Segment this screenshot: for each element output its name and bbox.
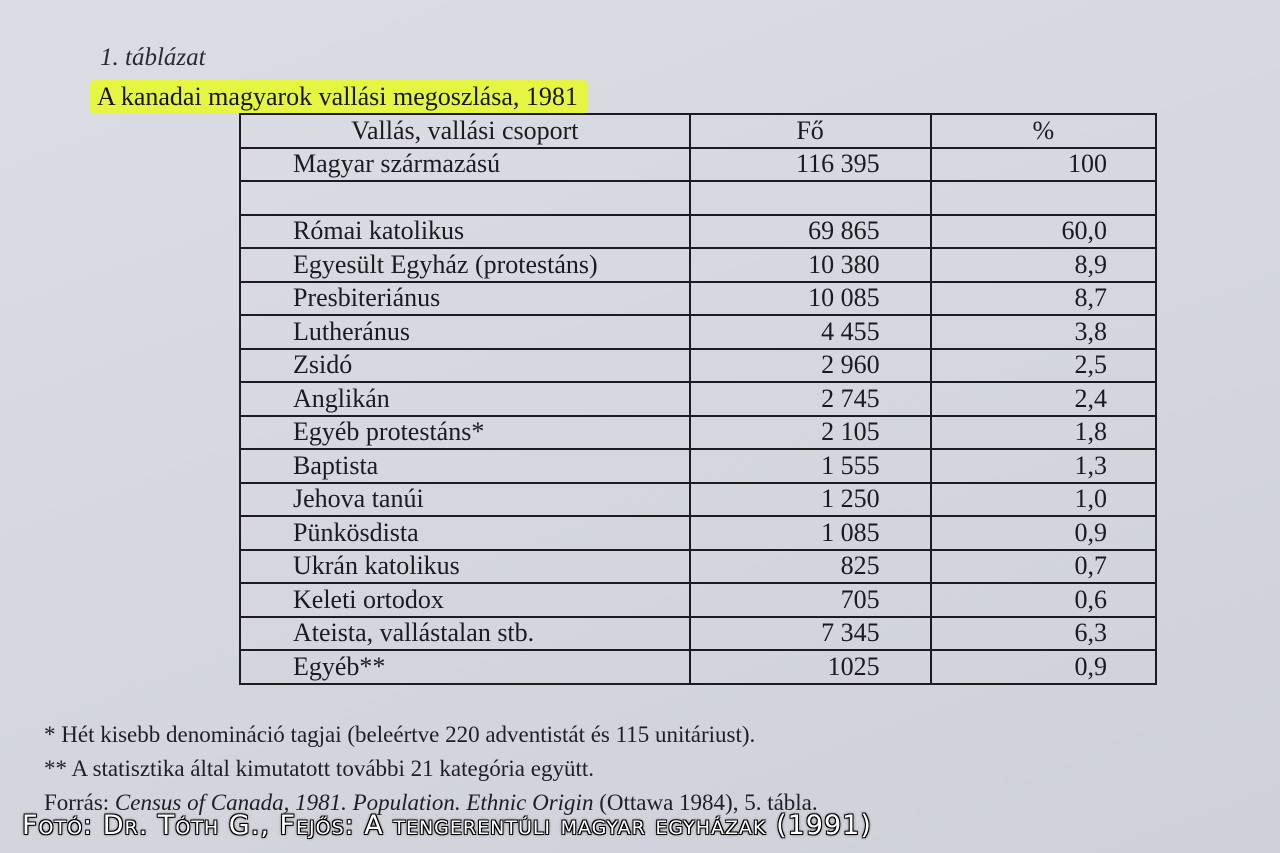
cell-religion (240, 181, 690, 215)
table-row (240, 181, 1156, 215)
table-row (240, 382, 1156, 416)
cell-count: 4 455 (690, 315, 931, 349)
table-row (240, 148, 1156, 182)
cell-count: 116 395 (690, 148, 931, 182)
cell-percent: 6,3 (931, 617, 1156, 651)
table-row (240, 516, 1156, 550)
table-caption: 1. táblázat (100, 44, 206, 71)
source-title: Census of Canada, 1981. Population. Ethnic Origin (114, 790, 594, 815)
cell-count: 2 960 (690, 349, 931, 383)
cell-religion: Zsidó (240, 349, 690, 383)
cell-percent: 1,0 (931, 483, 1156, 517)
cell-religion: Pünkösdista (240, 516, 690, 550)
cell-count: 1025 (690, 650, 931, 684)
cell-percent: 100 (931, 148, 1156, 182)
cell-count: 1 085 (690, 516, 931, 550)
religion-table (239, 113, 1157, 685)
cell-count (690, 181, 931, 215)
table-row (240, 449, 1156, 483)
table-row (240, 550, 1156, 584)
table-header-row (240, 114, 1156, 148)
table-row (240, 315, 1156, 349)
table-row (240, 416, 1156, 450)
cell-percent: 1,8 (931, 416, 1156, 450)
cell-religion: Anglikán (240, 382, 690, 416)
table-row (240, 349, 1156, 383)
table-body (240, 148, 1156, 684)
table-row (240, 248, 1156, 282)
cell-religion: Baptista (240, 449, 690, 483)
cell-percent: 2,4 (931, 382, 1156, 416)
footnote-2: ** A statisztika által kimutatott további 21 kategória együtt. (44, 756, 594, 781)
source-details: (Ottawa 1984), 5. tábla. (593, 790, 818, 815)
cell-percent: 8,7 (931, 282, 1156, 316)
header-percent: % (931, 114, 1156, 148)
cell-percent: 2,5 (931, 349, 1156, 383)
header-count: Fő (690, 114, 931, 148)
cell-percent: 0,9 (931, 516, 1156, 550)
cell-religion: Presbiteriánus (240, 282, 690, 316)
source-label: Forrás: (44, 790, 115, 815)
cell-count: 2 745 (690, 382, 931, 416)
header-religion: Vallás, vallási csoport (240, 114, 690, 148)
cell-count: 10 085 (690, 282, 931, 316)
cell-percent: 0,6 (931, 583, 1156, 617)
cell-religion: Ateista, vallástalan stb. (240, 617, 690, 651)
cell-percent: 3,8 (931, 315, 1156, 349)
table-row (240, 583, 1156, 617)
cell-religion: Egyéb protestáns* (240, 416, 690, 450)
cell-percent: 60,0 (931, 215, 1156, 249)
cell-count: 2 105 (690, 416, 931, 450)
cell-count: 69 865 (690, 215, 931, 249)
cell-percent (931, 181, 1156, 215)
cell-religion: Jehova tanúi (240, 483, 690, 517)
cell-religion: Ukrán katolikus (240, 550, 690, 584)
cell-count: 825 (690, 550, 931, 584)
cell-religion: Egyesült Egyház (protestáns) (240, 248, 690, 282)
table-row (240, 282, 1156, 316)
cell-count: 10 380 (690, 248, 931, 282)
cell-religion: Magyar származású (240, 148, 690, 182)
cell-percent: 1,3 (931, 449, 1156, 483)
cell-religion: Egyéb** (240, 650, 690, 684)
footnote-1: * Hét kisebb denomináció tagjai (beleértve 220 adventistát és 115 unitáriust). (44, 722, 756, 747)
cell-percent: 0,9 (931, 650, 1156, 684)
cell-count: 705 (690, 583, 931, 617)
cell-percent: 8,9 (931, 248, 1156, 282)
photo-credit: Fotó: Dr. Tóth G., Fejős: A tengerentúli magyar egyházak (1991) (22, 810, 872, 841)
table-row (240, 215, 1156, 249)
footnotes (44, 718, 818, 820)
cell-religion: Keleti ortodox (240, 583, 690, 617)
cell-religion: Római katolikus (240, 215, 690, 249)
table-title-highlighted: A kanadai magyarok vallási megoszlása, 1981 (89, 80, 588, 114)
table-row (240, 650, 1156, 684)
cell-religion: Lutheránus (240, 315, 690, 349)
cell-percent: 0,7 (931, 550, 1156, 584)
cell-count: 7 345 (690, 617, 931, 651)
cell-count: 1 555 (690, 449, 931, 483)
table-row (240, 617, 1156, 651)
cell-count: 1 250 (690, 483, 931, 517)
table-row (240, 483, 1156, 517)
